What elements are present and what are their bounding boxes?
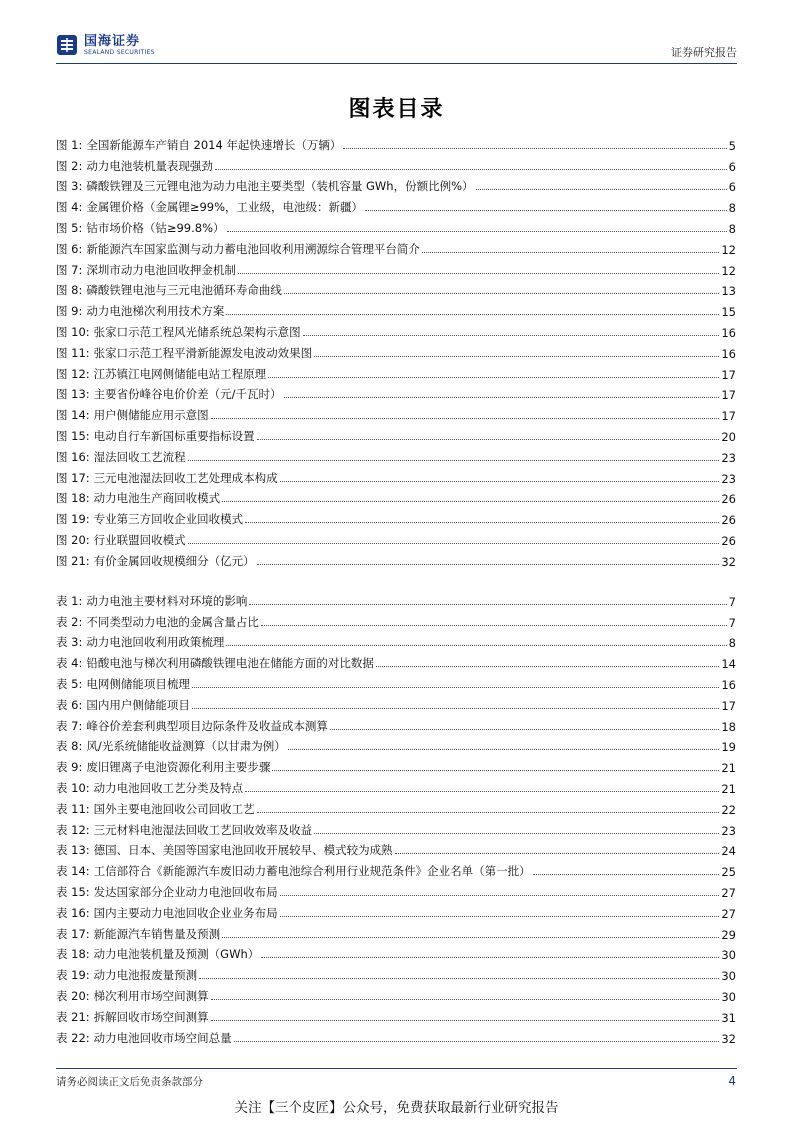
entry-label: 表 14: bbox=[56, 864, 90, 879]
entry-page-number: 32 bbox=[721, 554, 736, 569]
entry-page-number: 18 bbox=[721, 719, 736, 734]
leader-dots bbox=[257, 812, 720, 813]
table-entry[interactable] bbox=[56, 692, 736, 713]
table-entry[interactable] bbox=[56, 650, 736, 671]
figure-entry[interactable] bbox=[56, 215, 736, 236]
entry-page-number: 12 bbox=[721, 263, 736, 278]
table-entry[interactable] bbox=[56, 858, 736, 879]
leader-dots bbox=[272, 770, 719, 771]
entry-title: 动力电池报废量预测 bbox=[93, 968, 198, 983]
entry-title: 电网侧储能项目梳理 bbox=[86, 676, 190, 691]
entry-label: 图 10: bbox=[56, 324, 90, 339]
entry-page-number: 6 bbox=[728, 180, 736, 195]
report-type-label: 证券研究报告 bbox=[671, 46, 737, 59]
entry-label: 表 7: bbox=[56, 718, 83, 733]
entry-title: 三元电池湿法回收工艺处理成本构成 bbox=[93, 470, 278, 485]
entry-label: 图 2: bbox=[56, 158, 83, 173]
entry-page-number: 30 bbox=[721, 948, 736, 963]
entry-page-number: 27 bbox=[721, 885, 736, 900]
entry-page-number: 23 bbox=[721, 450, 736, 465]
figure-entry[interactable] bbox=[56, 298, 736, 319]
entry-title: 发达国家部分企业动力电池回收布局 bbox=[93, 884, 278, 899]
figure-entry[interactable] bbox=[56, 506, 736, 527]
entry-title: 动力电池装机量表现强劲 bbox=[86, 158, 213, 173]
entry-page-number: 26 bbox=[721, 492, 736, 507]
leader-dots bbox=[192, 687, 720, 688]
leader-dots bbox=[227, 231, 727, 232]
entry-title: 主要省份峰谷电价价差（元/千瓦时） bbox=[93, 387, 282, 402]
entry-label: 表 8: bbox=[56, 739, 83, 754]
entry-label: 表 12: bbox=[56, 822, 90, 837]
entry-page-number: 17 bbox=[721, 367, 736, 382]
header-divider bbox=[56, 63, 737, 64]
table-entry[interactable] bbox=[56, 671, 736, 692]
table-entry[interactable] bbox=[56, 983, 736, 1004]
leader-dots bbox=[303, 335, 720, 336]
entry-title: 动力电池回收市场空间总量 bbox=[93, 1030, 232, 1045]
entry-label: 图 19: bbox=[56, 512, 90, 527]
leader-dots bbox=[261, 957, 719, 958]
entry-title: 江苏镇江电网侧储能电站工程原理 bbox=[93, 366, 267, 381]
entry-label: 表 15: bbox=[56, 884, 90, 899]
logo-english-name: SEALAND SECURITIES bbox=[84, 48, 155, 56]
figures-list bbox=[56, 132, 736, 569]
entry-title: 三元材料电池湿法回收工艺回收效率及收益 bbox=[93, 822, 313, 837]
entry-page-number: 27 bbox=[721, 906, 736, 921]
leader-dots bbox=[211, 1020, 720, 1021]
entry-page-number: 23 bbox=[721, 823, 736, 838]
table-entry[interactable] bbox=[56, 713, 736, 734]
entry-page-number: 17 bbox=[721, 409, 736, 424]
entry-label: 表 2: bbox=[56, 614, 83, 629]
figure-entry[interactable] bbox=[56, 444, 736, 465]
entry-page-number: 8 bbox=[728, 636, 736, 651]
entry-label: 图 5: bbox=[56, 220, 83, 235]
leader-dots bbox=[222, 937, 719, 938]
figure-entry[interactable] bbox=[56, 132, 736, 153]
figure-entry[interactable] bbox=[56, 486, 736, 507]
leader-dots bbox=[226, 314, 719, 315]
entry-title: 新能源汽车国家监测与动力蓄电池回收利用溯源综合管理平台简介 bbox=[86, 241, 420, 256]
leader-dots bbox=[192, 708, 720, 709]
entry-label: 表 19: bbox=[56, 968, 90, 983]
entry-page-number: 16 bbox=[721, 325, 736, 340]
entry-label: 表 4: bbox=[56, 656, 83, 671]
entry-page-number: 19 bbox=[721, 740, 736, 755]
entry-label: 图 3: bbox=[56, 179, 83, 194]
disclaimer-text: 请务必阅读正文后免责条款部分 bbox=[56, 1076, 203, 1088]
leader-dots bbox=[257, 439, 720, 440]
table-entry[interactable] bbox=[56, 630, 736, 651]
leader-dots bbox=[343, 148, 726, 149]
entry-label: 图 12: bbox=[56, 366, 90, 381]
entry-title: 动力电池生产商回收模式 bbox=[93, 491, 221, 506]
leader-dots bbox=[533, 874, 720, 875]
entry-title: 张家口示范工程平滑新能源发电波动效果图 bbox=[93, 345, 313, 360]
leader-dots bbox=[261, 625, 727, 626]
leader-dots bbox=[280, 916, 720, 917]
leader-dots bbox=[330, 729, 720, 730]
leader-dots bbox=[245, 791, 719, 792]
entry-title: 磷酸铁锂及三元锂电池为动力电池主要类型（装机容量 GWh，份额比例%） bbox=[86, 179, 474, 194]
entry-label: 表 16: bbox=[56, 905, 90, 920]
leader-dots bbox=[238, 273, 720, 274]
entry-label: 图 17: bbox=[56, 470, 90, 485]
leader-dots bbox=[188, 460, 720, 461]
entry-page-number: 8 bbox=[728, 221, 736, 236]
entry-label: 图 1: bbox=[56, 137, 83, 152]
logo-chinese-name: 国海证券 bbox=[84, 33, 141, 49]
table-entry[interactable] bbox=[56, 1004, 736, 1025]
entry-label: 表 18: bbox=[56, 947, 90, 962]
figure-entry[interactable] bbox=[56, 194, 736, 215]
leader-dots bbox=[211, 418, 720, 419]
entry-title: 张家口示范工程风光储系统总架构示意图 bbox=[93, 324, 301, 339]
entry-title: 深圳市动力电池回收押金机制 bbox=[86, 262, 236, 277]
entry-label: 图 16: bbox=[56, 449, 90, 464]
entry-label: 表 21: bbox=[56, 1009, 90, 1024]
entry-page-number: 7 bbox=[728, 615, 736, 630]
entry-page-number: 12 bbox=[721, 242, 736, 257]
entry-title: 德国、日本、美国等国家电池回收开展较早、模式较为成熟 bbox=[93, 843, 393, 858]
table-entry[interactable] bbox=[56, 900, 736, 921]
figure-entry[interactable] bbox=[56, 465, 736, 486]
entry-label: 图 13: bbox=[56, 387, 90, 402]
entry-label: 表 10: bbox=[56, 780, 90, 795]
entry-title: 峰谷价差套利典型项目边际条件及收益成本测算 bbox=[86, 718, 328, 733]
page-title: 图表目录 bbox=[348, 97, 445, 122]
figure-entry[interactable] bbox=[56, 236, 736, 257]
entry-page-number: 5 bbox=[728, 138, 736, 153]
entry-label: 表 22: bbox=[56, 1030, 90, 1045]
leader-dots bbox=[211, 999, 720, 1000]
entry-label: 图 20: bbox=[56, 532, 90, 547]
entry-page-number: 31 bbox=[721, 1010, 736, 1025]
entry-page-number: 14 bbox=[721, 657, 736, 672]
leader-dots bbox=[234, 1041, 720, 1042]
table-entry[interactable] bbox=[56, 796, 736, 817]
promo-banner: 关注【三个皮匠】公众号，免费获取最新行业研究报告 bbox=[234, 1100, 559, 1116]
table-entry[interactable] bbox=[56, 942, 736, 963]
entry-page-number: 29 bbox=[721, 927, 736, 942]
entry-label: 图 18: bbox=[56, 491, 90, 506]
entry-label: 图 6: bbox=[56, 241, 83, 256]
entry-label: 图 7: bbox=[56, 262, 83, 277]
entry-page-number: 30 bbox=[721, 969, 736, 984]
entry-page-number: 20 bbox=[721, 429, 736, 444]
entry-label: 图 8: bbox=[56, 283, 83, 298]
entry-label: 表 11: bbox=[56, 801, 90, 816]
sealand-logo-icon bbox=[56, 34, 78, 56]
entry-title: 湿法回收工艺流程 bbox=[93, 449, 186, 464]
entry-title: 国内用户侧储能项目 bbox=[86, 697, 190, 712]
figure-entry[interactable] bbox=[56, 340, 736, 361]
page-header bbox=[56, 34, 737, 64]
entry-label: 图 9: bbox=[56, 304, 83, 319]
entry-label: 图 15: bbox=[56, 428, 90, 443]
entry-label: 表 17: bbox=[56, 926, 90, 941]
entry-title: 动力电池回收利用政策梳理 bbox=[86, 635, 225, 650]
entry-label: 图 21: bbox=[56, 553, 90, 568]
figure-entry[interactable] bbox=[56, 382, 736, 403]
entry-title: 磷酸铁锂电池与三元电池循环寿命曲线 bbox=[86, 283, 282, 298]
leader-dots bbox=[284, 397, 720, 398]
table-entry[interactable] bbox=[56, 734, 736, 755]
entry-title: 梯次利用市场空间测算 bbox=[93, 988, 209, 1003]
tables-list bbox=[56, 588, 736, 1046]
entry-title: 风/光系统储能收益测算（以甘肃为例） bbox=[86, 739, 286, 754]
table-entry[interactable] bbox=[56, 1025, 736, 1046]
entry-page-number: 6 bbox=[728, 159, 736, 174]
leader-dots bbox=[365, 210, 727, 211]
entry-page-number: 32 bbox=[721, 1031, 736, 1046]
table-entry[interactable] bbox=[56, 588, 736, 609]
leader-dots bbox=[395, 853, 720, 854]
entry-title: 钴市场价格（钴≥99.8%） bbox=[86, 220, 225, 235]
footer-divider bbox=[56, 1068, 737, 1069]
table-entry[interactable] bbox=[56, 838, 736, 859]
entry-page-number: 26 bbox=[721, 513, 736, 528]
entry-title: 废旧锂离子电池资源化利用主要步骤 bbox=[86, 760, 271, 775]
entry-page-number: 25 bbox=[721, 865, 736, 880]
table-entry[interactable] bbox=[56, 609, 736, 630]
leader-dots bbox=[280, 895, 720, 896]
entry-page-number: 13 bbox=[721, 284, 736, 299]
entry-label: 表 20: bbox=[56, 988, 90, 1003]
leader-dots bbox=[245, 522, 719, 523]
table-entry[interactable] bbox=[56, 921, 736, 942]
entry-page-number: 23 bbox=[721, 471, 736, 486]
figure-entry[interactable] bbox=[56, 548, 736, 569]
entry-title: 用户侧储能应用示意图 bbox=[93, 408, 209, 423]
table-entry[interactable] bbox=[56, 817, 736, 838]
entry-label: 图 14: bbox=[56, 408, 90, 423]
entry-page-number: 16 bbox=[721, 346, 736, 361]
entry-title: 国内主要动力电池回收企业业务布局 bbox=[93, 905, 278, 920]
figure-entry[interactable] bbox=[56, 174, 736, 195]
entry-page-number: 7 bbox=[728, 594, 736, 609]
leader-dots bbox=[476, 189, 727, 190]
leader-dots bbox=[422, 252, 720, 253]
entry-label: 表 13: bbox=[56, 843, 90, 858]
entry-page-number: 21 bbox=[721, 781, 736, 796]
entry-label: 表 3: bbox=[56, 635, 83, 650]
entry-title: 拆解回收市场空间测算 bbox=[93, 1009, 209, 1024]
figure-entry[interactable] bbox=[56, 278, 736, 299]
figure-entry[interactable] bbox=[56, 319, 736, 340]
entry-label: 表 1: bbox=[56, 593, 83, 608]
entry-title: 动力电池梯次利用技术方案 bbox=[86, 304, 225, 319]
entry-page-number: 30 bbox=[721, 989, 736, 1004]
entry-title: 动力电池主要材料对环境的影响 bbox=[86, 593, 248, 608]
entry-title: 国外主要电池回收公司回收工艺 bbox=[93, 801, 255, 816]
entry-page-number: 16 bbox=[721, 677, 736, 692]
company-logo bbox=[56, 34, 155, 56]
entry-page-number: 22 bbox=[721, 802, 736, 817]
entry-title: 专业第三方回收企业回收模式 bbox=[93, 512, 244, 527]
leader-dots bbox=[249, 604, 726, 605]
entry-label: 表 5: bbox=[56, 676, 83, 691]
entry-page-number: 17 bbox=[721, 388, 736, 403]
leader-dots bbox=[199, 978, 719, 979]
leader-dots bbox=[222, 501, 719, 502]
leader-dots bbox=[268, 377, 719, 378]
entry-label: 表 9: bbox=[56, 760, 83, 775]
entry-title: 行业联盟回收模式 bbox=[93, 532, 186, 547]
entry-title: 全国新能源车产销自 2014 年起快速增长（万辆） bbox=[86, 137, 342, 152]
figure-entry[interactable] bbox=[56, 153, 736, 174]
leader-dots bbox=[257, 564, 720, 565]
entry-title: 新能源汽车销售量及预测 bbox=[93, 926, 221, 941]
figure-entry[interactable] bbox=[56, 257, 736, 278]
entry-title: 有价金属回收规模细分（亿元） bbox=[93, 553, 255, 568]
entry-page-number: 26 bbox=[721, 533, 736, 548]
entry-page-number: 21 bbox=[721, 761, 736, 776]
figure-entry[interactable] bbox=[56, 423, 736, 444]
entry-page-number: 15 bbox=[721, 305, 736, 320]
leader-dots bbox=[226, 645, 726, 646]
entry-title: 动力电池装机量及预测（GWh） bbox=[93, 947, 260, 962]
entry-title: 电动自行车新国标重要指标设置 bbox=[93, 428, 255, 443]
table-entry[interactable] bbox=[56, 962, 736, 983]
table-entry[interactable] bbox=[56, 775, 736, 796]
leader-dots bbox=[280, 481, 720, 482]
leader-dots bbox=[288, 749, 720, 750]
entry-page-number: 24 bbox=[721, 844, 736, 859]
table-entry[interactable] bbox=[56, 754, 736, 775]
leader-dots bbox=[314, 833, 719, 834]
figure-entry[interactable] bbox=[56, 527, 736, 548]
entry-title: 动力电池回收工艺分类及特点 bbox=[93, 780, 244, 795]
leader-dots bbox=[376, 666, 720, 667]
leader-dots bbox=[314, 356, 719, 357]
entry-page-number: 8 bbox=[728, 201, 736, 216]
entry-title: 不同类型动力电池的金属含量占比 bbox=[86, 614, 259, 629]
page-number: 4 bbox=[728, 1074, 736, 1088]
figure-entry[interactable] bbox=[56, 361, 736, 382]
entry-title: 金属锂价格（金属锂≥99%，工业级，电池级：新疆） bbox=[86, 200, 364, 215]
entry-label: 图 11: bbox=[56, 345, 90, 360]
entry-title: 铅酸电池与梯次利用磷酸铁锂电池在储能方面的对比数据 bbox=[86, 656, 374, 671]
entry-title: 工信部符合《新能源汽车废旧动力蓄电池综合利用行业规范条件》企业名单（第一批） bbox=[93, 864, 531, 879]
leader-dots bbox=[284, 293, 720, 294]
table-entry[interactable] bbox=[56, 879, 736, 900]
entry-page-number: 17 bbox=[721, 698, 736, 713]
leader-dots bbox=[188, 543, 720, 544]
entry-label: 表 6: bbox=[56, 697, 83, 712]
leader-dots bbox=[215, 169, 727, 170]
figure-entry[interactable] bbox=[56, 402, 736, 423]
entry-label: 图 4: bbox=[56, 200, 83, 215]
